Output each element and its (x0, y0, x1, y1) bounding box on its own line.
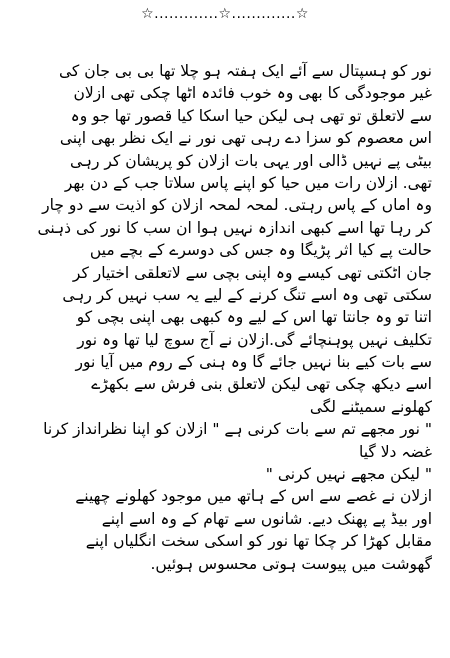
text-line: وہ اماں کے پاس رہتی. لمحہ لمحہ ازلان کو اذیت سے دو چار (42, 196, 432, 215)
text-line: مقابل کھڑا کر چکا تھا نور کو اسکی سخت انگلیاں اپنے (85, 532, 432, 551)
text-line: کھلونے سمیٹنے لگی (309, 397, 432, 416)
text-line: اور بیڈ پے پھنک دیے. شانوں سے تھام کے وہ اسے اپنے (101, 509, 432, 528)
story-text (18, 60, 432, 575)
text-line: سکتی تھی وہ اسے تنگ کرنے کے لیے یہ سب نہیں کر رہی (62, 285, 432, 304)
text-line: تکلیف نہیں پوہنچائے گی.ازلان نے آج سوچ لیا تھا وہ نور (77, 330, 432, 349)
dialogue-line: " لیکن مجھے نہیں کرنی " (265, 465, 432, 484)
text-line: اتنا تو وہ جانتا تھا اس کے لیے وہ کبھی بھی اپنی بچی کو (76, 308, 432, 327)
text-line: گھوشت میں پیوست ہوتی محسوس ہوئیں. (150, 554, 432, 573)
text-line: بیٹی پے نہیں ڈالی اور یہی بات ازلان کو پریشان کر رہی (69, 151, 432, 170)
text-line: سے بات کیے بنا نہیں جائے گا وہ ہنی کے روم میں آیا نور (75, 353, 432, 372)
text-line: اسے دیکھ چکی تھی لیکن لاتعلق بنی فرش سے بکھڑے (91, 375, 432, 394)
text-line: حالت پے کیا اثر پڑیگا وہ جس کی دوسرے کے بچے میں (89, 241, 432, 260)
text-line: غضہ دلا گیا (358, 442, 432, 461)
dialogue-line: " نور مجھے تم سے بات کرنی ہے " ازلان کو اپنا نظرانداز کرنا (43, 420, 432, 439)
text-line: سے لاتعلق تو تھی ہی لیکن حیا اسکا کیا قصور تھا جو وہ (70, 106, 432, 125)
text-line: غیر موجودگی کا بھی وہ خوب فائدہ اٹھا چکی تھی ازلان (73, 84, 432, 103)
star-divider: ☆.............☆.............☆ (141, 6, 309, 22)
text-line: تھی. ازلان رات میں حیا کو اپنے پاس سلاتا جب کے دن بھر (64, 173, 432, 192)
text-line: جان اٹکتی تھی کیسے وہ اپنی بچی سے لاتعلقی اختیار کر (72, 263, 432, 282)
text-line: نور کو ہسپتال سے آئے ایک ہفتہ ہو چلا تھا بی بی جان کی (59, 62, 432, 80)
text-line: کر رہا تھا اسے کبھی اندازہ نہیں ہوا ان سب کا نور کی ذہنی (37, 218, 432, 237)
text-line: اس معصوم کو سزا دے رہی تھی نور نے ایک نظر بھی اپنی (59, 129, 432, 148)
text-line: ازلان نے غصے سے اس کے ہاتھ میں موجود کھلونے چھینے (75, 487, 432, 506)
